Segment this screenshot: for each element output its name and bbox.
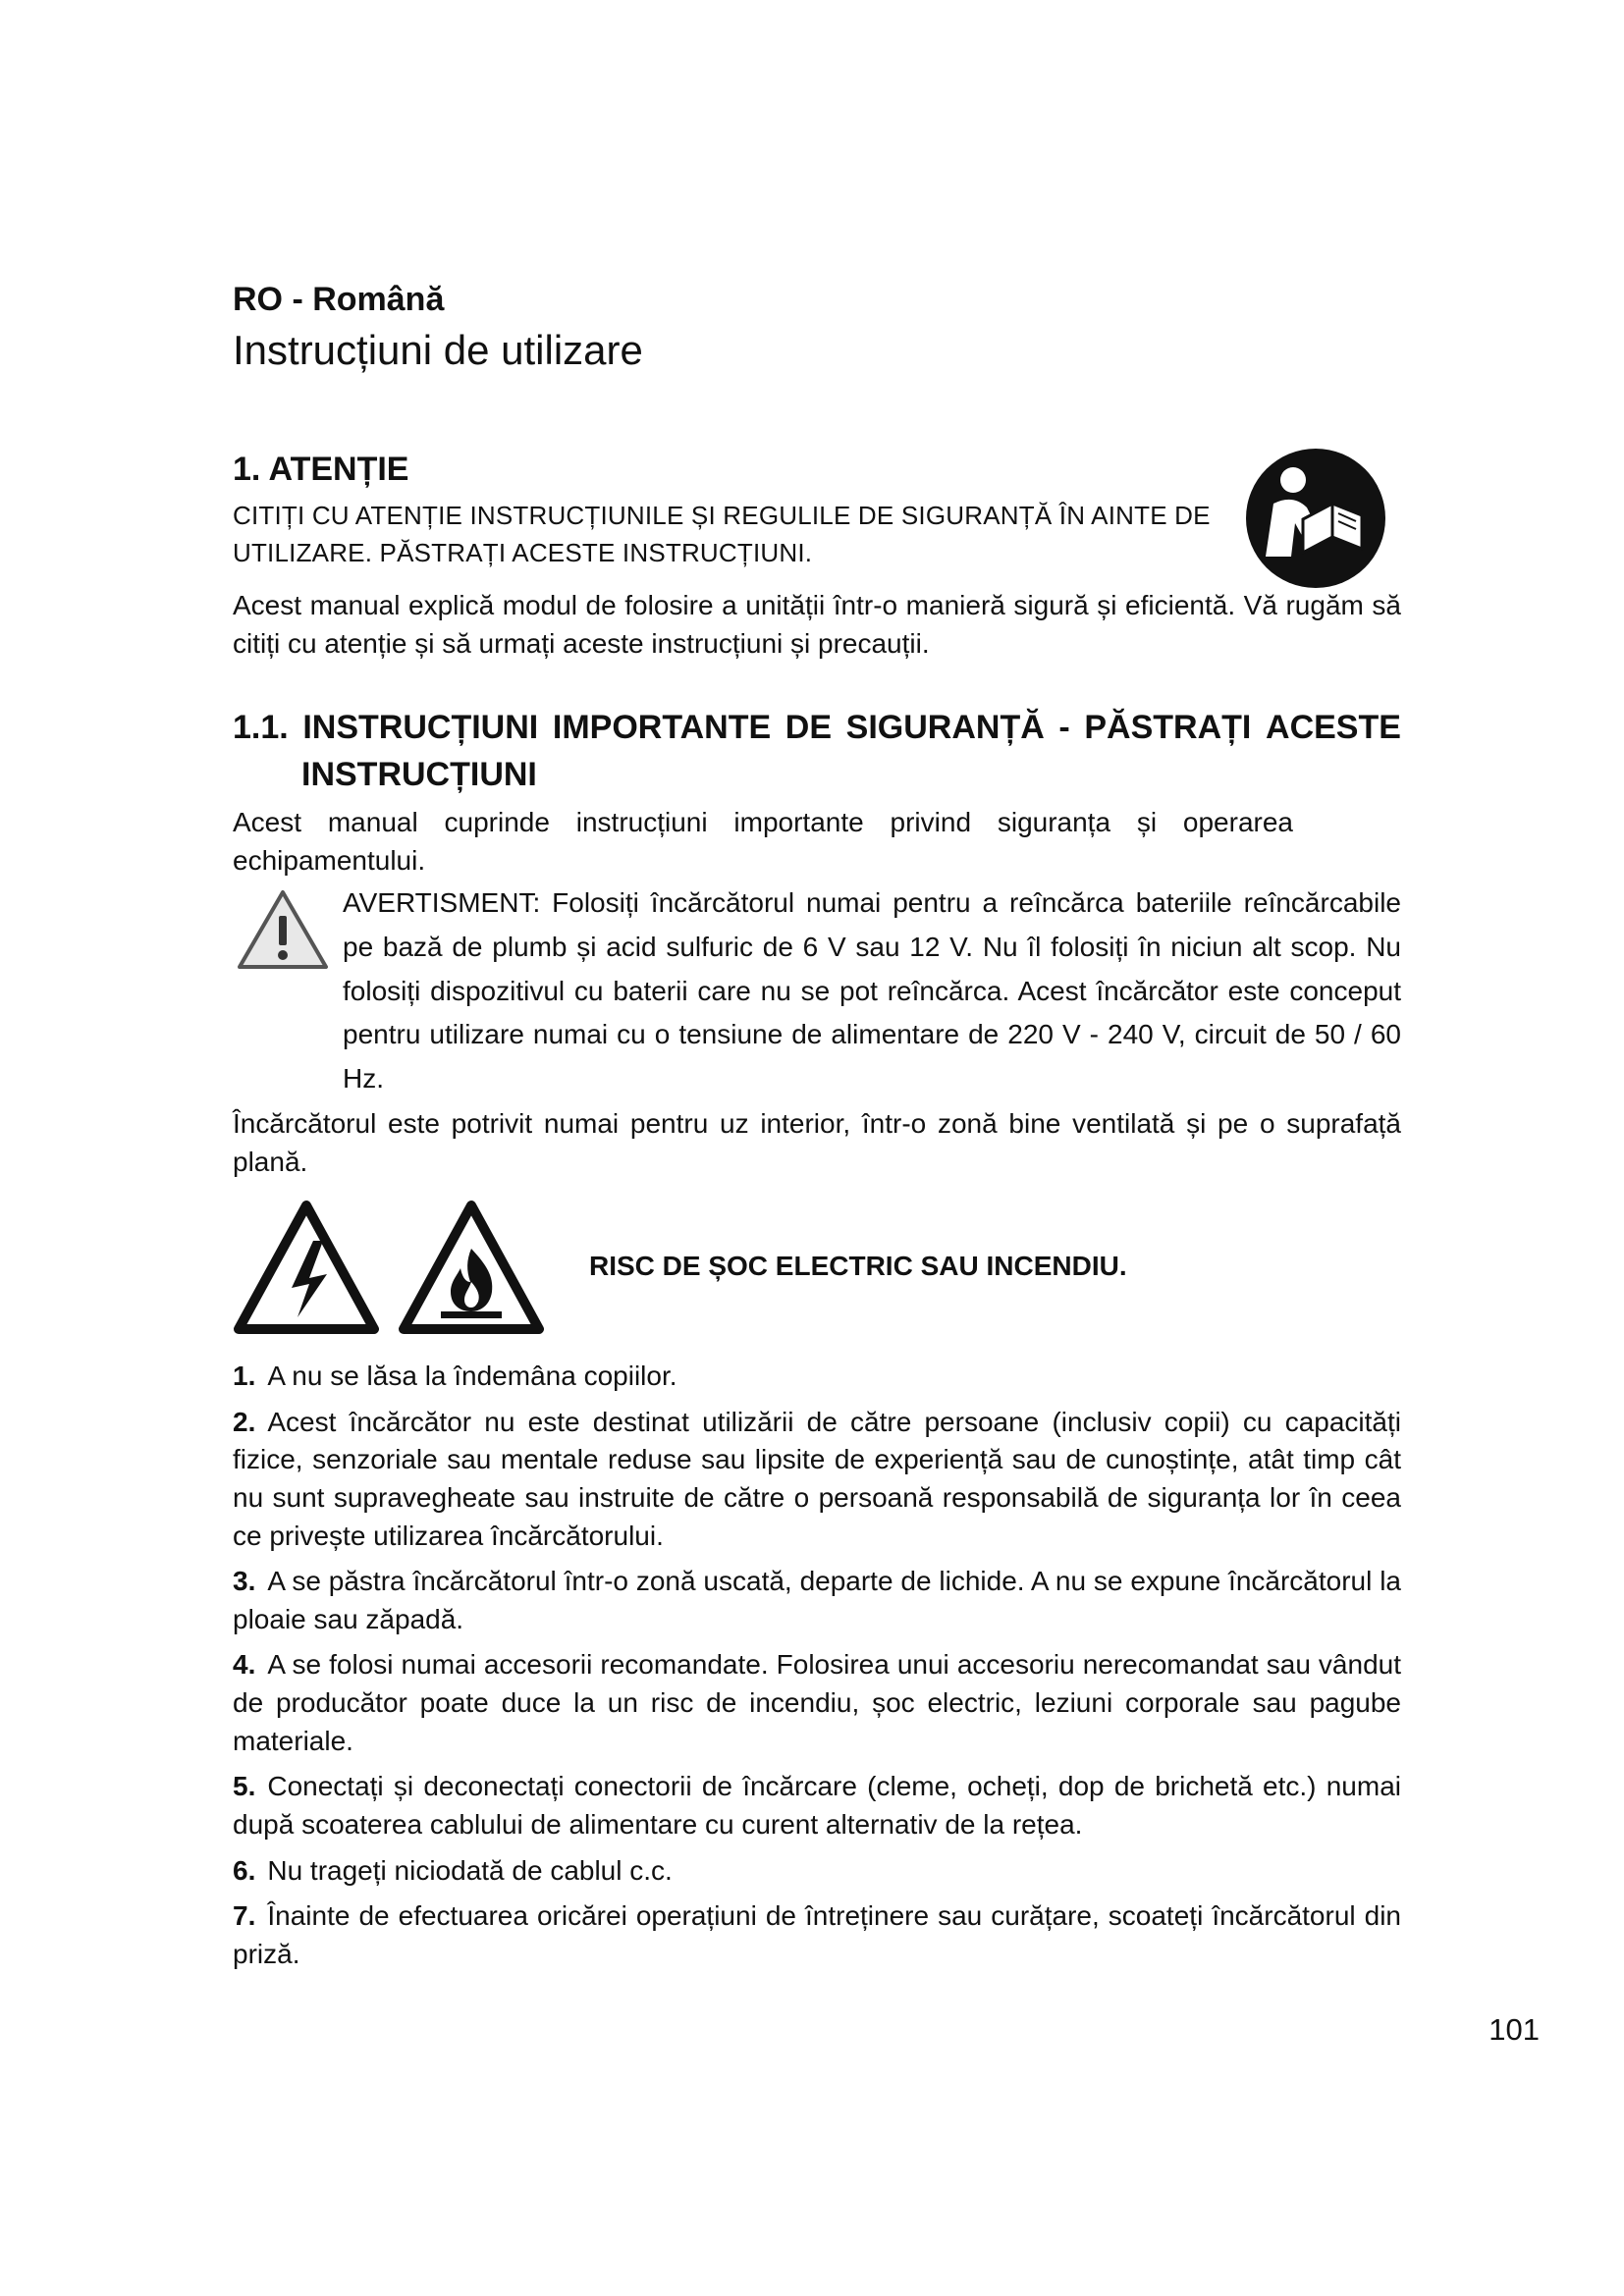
list-item [233, 1358, 1401, 1396]
list-item [233, 1852, 1401, 1891]
electric-shock-warning-icon [233, 1200, 380, 1337]
list-item-text: A nu se lăsa la îndemâna copiilor. [267, 1361, 677, 1391]
heading-word: DE [785, 709, 833, 746]
risk-label: RISC DE ȘOC ELECTRIC SAU INCENDIU. [589, 1251, 1127, 1281]
section-1-1-heading [233, 705, 1401, 798]
section-1-paragraph: Acest manual explică modul de folosire a unității într-o manieră sigură și eficientă. Vă rugăm să citiți cu atenție și să urmați aceste instrucțiuni și precauții. [233, 590, 1401, 659]
page-number: 101 [1489, 2012, 1540, 2047]
list-item-number: 2. [233, 1406, 256, 1437]
list-item-text: A se folosi numai accesorii recomandate. Folosirea unui accesoriu nerecomandat sau vândut de producător poate duce la un risc de incendiu, șoc electric, leziuni corporale sau pagube materiale. [233, 1649, 1401, 1756]
indoor-use-paragraph: Încărcătorul este potrivit numai pentru uz interior, într-o zonă bine ventilată și pe o suprafață plană. [233, 1108, 1401, 1177]
safety-list [233, 1358, 1401, 1981]
section-1-1-intro: Acest manual cuprinde instrucțiuni importante privind siguranța și operarea echipamentului. [233, 807, 1293, 876]
fire-hazard-warning-icon [398, 1200, 545, 1337]
list-item-text: A se păstra încărcătorul într-o zonă uscată, departe de lichide. A nu se expune încărcătorul la ploaie sau zăpadă. [233, 1566, 1401, 1634]
language-label: RO - Română [233, 281, 445, 318]
heading-line-2: INSTRUCȚIUNI [301, 755, 537, 793]
list-item-number: 5. [233, 1771, 256, 1802]
warning-text: AVERTISMENT: Folosiți încărcătorul numai pentru a reîncărca bateriile reîncărcabile pe bază de plumb și acid sulfuric de 6 V sau 12 V. Nu îl folosiți în niciun alt scop. Nu folosiți dispozitivul cu baterii care nu se pot reîncărca. Acest încărcător este conceput pentru utilizare numai cu o tensiune de alimentare de 220 V - 240 V, circuit de 50 / 60 Hz. [343, 887, 1401, 1095]
list-item [233, 1404, 1401, 1556]
list-item-number: 3. [233, 1566, 256, 1597]
section-1-caps-line-2: UTILIZARE. PĂSTRAȚI ACESTE INSTRUCȚIUNI. [233, 538, 813, 567]
heading-word: - [1058, 709, 1070, 746]
section-1-caps-line-1: CITIȚI CU ATENȚIE INSTRUCȚIUNILE ȘI REGULILE DE SIGURANȚĂ ÎN AINTE DE [233, 501, 1211, 530]
list-item-number: 7. [233, 1900, 256, 1932]
list-item [233, 1563, 1401, 1638]
list-item [233, 1768, 1401, 1843]
heading-word: IMPORTANTE [552, 709, 772, 746]
heading-word: ACESTE [1266, 709, 1401, 746]
list-item-number: 1. [233, 1361, 256, 1391]
list-item [233, 1646, 1401, 1760]
list-item-text: Acest încărcător nu este destinat utilizării de către persoane (inclusiv copii) cu capacități fizice, senzoriale sau mentale reduse sau lipsite de experiență sau de cunoștințe, atât timp cât nu sunt supravegheate sau instruite de către o persoană responsabilă de siguranța lor în ceea ce privește utilizarea încărcătorului. [233, 1406, 1401, 1551]
document-title: Instrucțiuni de utilizare [233, 327, 643, 373]
list-item-text: Conectați și deconectați conectorii de încărcare (cleme, ocheți, dop de brichetă etc.) numai după scoaterea cablului de alimentare cu curent alternativ de la rețea. [233, 1771, 1401, 1840]
list-item-number: 6. [233, 1854, 256, 1886]
heading-word: PĂSTRAȚI [1084, 709, 1252, 746]
list-item-number: 4. [233, 1649, 256, 1681]
list-item-text: Nu trageți niciodată de cablul c.c. [267, 1854, 673, 1886]
heading-word: INSTRUCȚIUNI [302, 709, 539, 746]
heading-word: SIGURANȚĂ [845, 709, 1045, 746]
list-item-text: Înainte de efectuarea oricărei operațiuni de întreținere sau curățare, scoateți încărcătorul din priză. [233, 1900, 1401, 1969]
read-manual-icon [1244, 447, 1387, 590]
list-item [233, 1897, 1401, 1973]
section-1-heading: 1. ATENȚIE [233, 451, 409, 488]
heading-number: 1.1. [233, 709, 289, 746]
caution-triangle-icon [236, 888, 330, 971]
